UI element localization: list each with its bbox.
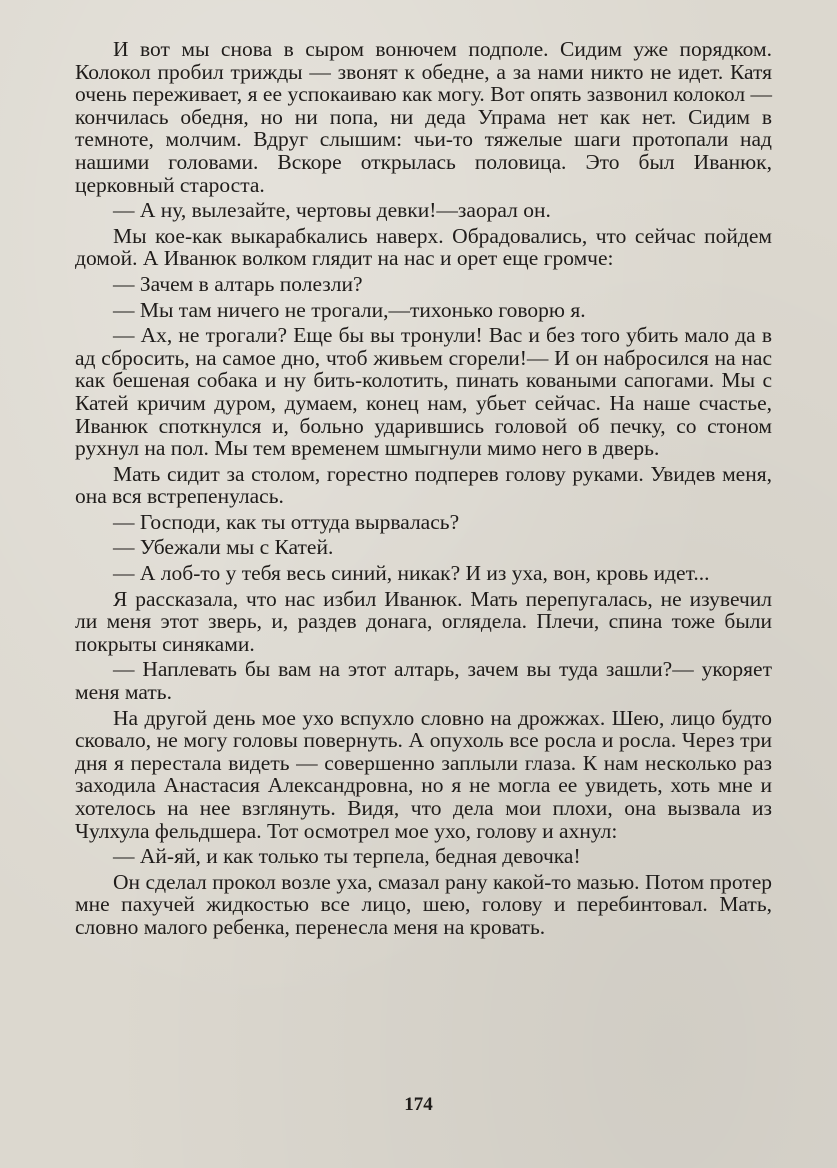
paragraph: — А лоб-то у тебя весь синий, никак? И из уха, вон, кровь идет... xyxy=(113,561,710,586)
paragraph: — Мы там ничего не трогали,—тихонько говорю я. xyxy=(113,297,586,322)
paragraph: — Наплевать бы вам на этот алтарь, зачем вы туда зашли?— укоряет меня мать. xyxy=(75,657,772,705)
paragraph: — Зачем в алтарь полезли? xyxy=(113,271,363,296)
paragraph: — Убежали мы с Катей. xyxy=(113,535,334,560)
paragraph: — Ай-яй, и как только ты терпела, бедная девочка! xyxy=(113,844,581,869)
paragraph: — А ну, вылезайте, чертовы девки!—заорал он. xyxy=(113,198,551,223)
paragraph: — Ах, не трогали? Еще бы вы тронули! Вас и без того убить мало да в ад сбросить, на самое дно, чтоб живьем сгорели!— И он набросился на нас как бешеная собака и ну бить-колотить, пинать коваными сапогами. Мы с Катей кричим дуром, думаем, конец нам, убьет сейчас. На наше счастье, Иванюк споткнулся и, больно ударившись головой об печку, со стоном рухнул на пол. Мы тем временем шмыгнули мимо него в дверь. xyxy=(75,323,772,461)
paragraph: — Господи, как ты оттуда вырвалась? xyxy=(113,509,460,534)
paragraph: Он сделал прокол возле уха, смазал рану какой-то мазью. Потом протер мне пахучей жидкостью все лицо, шею, голову и перебинтовал. Мать, словно малого ребенка, перенесла меня на кровать. xyxy=(75,869,772,939)
page-text xyxy=(75,38,772,942)
page-number: 174 xyxy=(404,1094,433,1115)
paragraph: Мы кое-как выкарабкались наверх. Обрадовались, что сейчас пойдем домой. А Иванюк волком глядит на нас и орет еще громче: xyxy=(75,223,772,271)
paragraph: Мать сидит за столом, горестно подперев голову руками. Увидев меня, она вся встрепенулась. xyxy=(75,461,772,509)
paragraph: Я рассказала, что нас избил Иванюк. Мать перепугалась, не изувечил ли меня этот зверь, и, раздев донага, оглядела. Плечи, спина тоже были покрыты синяками. xyxy=(75,586,772,656)
paragraph: И вот мы снова в сыром вонючем подполе. Сидим уже порядком. Колокол пробил трижды — звонят к обедне, а за нами никто не идет. Катя очень переживает, я ее успокаиваю как могу. Вот опять зазвонил колокол — кончилась обедня, но ни попа, ни деда Упрама нет как нет. Сидим в темноте, молчим. Вдруг слышим: чьи-то тяжелые шаги протопали над нашими головами. Вскоре открылась половица. Это был Иванюк, церковный староста. xyxy=(75,37,772,197)
paragraph: На другой день мое ухо вспухло словно на дрожжах. Шею, лицо будто сковало, не могу головы повернуть. А опухоль все росла и росла. Через три дня я перестала видеть — совершенно заплыли глаза. К нам несколько раз заходила Анастасия Александровна, но я не могла ее увидеть, хоть мне и хотелось на нее взглянуть. Видя, что дела мои плохи, она вызвала из Чулхула фельдшера. Тот осмотрел мое ухо, голову и ахнул: xyxy=(75,705,772,843)
